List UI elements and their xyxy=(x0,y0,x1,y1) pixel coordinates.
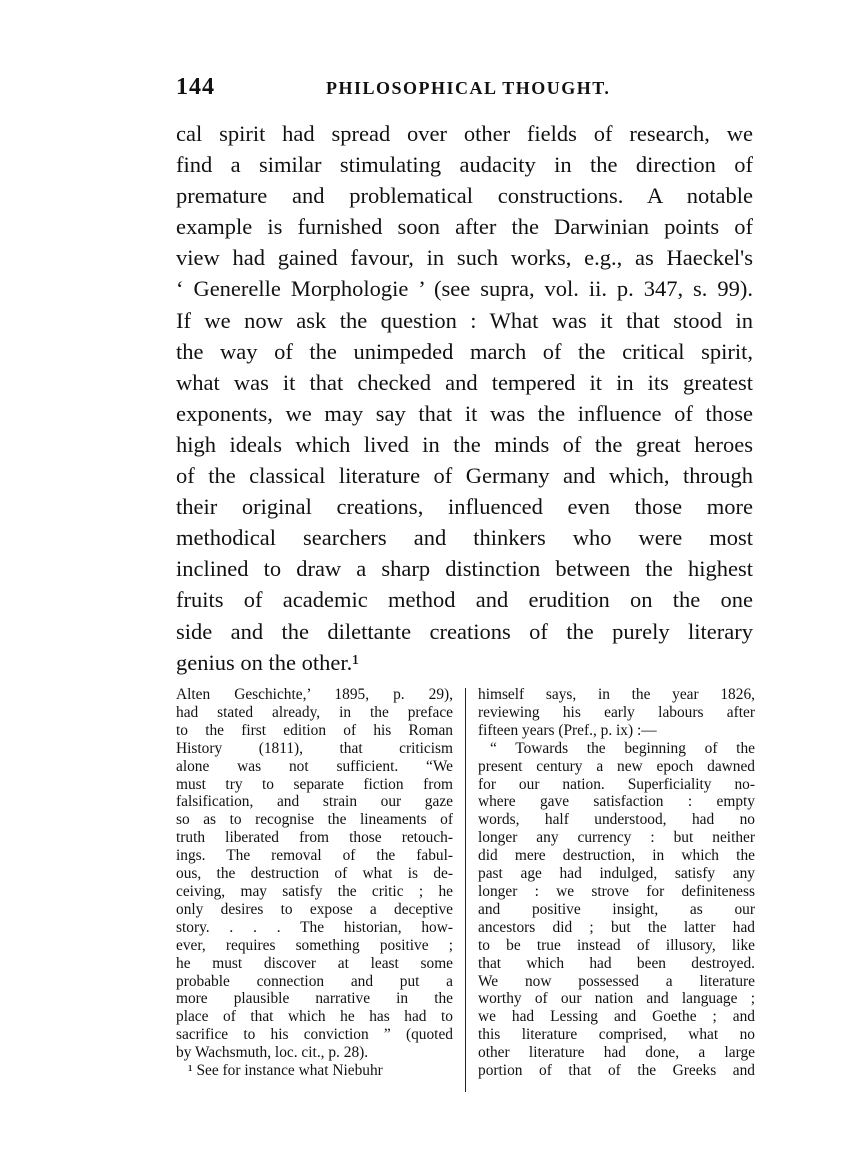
footnote-line: and positive insight, as our xyxy=(478,900,755,918)
footnote-line: reviewing his early labours after xyxy=(478,703,755,721)
text-line: premature and problematical constructions. A notable xyxy=(176,183,753,209)
footnote-line: he must discover at least some xyxy=(176,954,453,972)
text-line: what was it that checked and tempered it in its greatest xyxy=(176,369,753,395)
text-line: methodical searchers and thinkers who were most xyxy=(176,525,753,551)
footnote-line: fifteen years (Pref., p. ix) :— xyxy=(478,721,657,739)
footnote-line: portion of that of the Greeks and xyxy=(478,1062,755,1080)
footnote-line: “ Towards the beginning of the xyxy=(490,739,755,757)
text-line: example is furnished soon after the Darwinian points of xyxy=(176,214,753,240)
footnote-line: longer any currency : but neither xyxy=(478,829,755,847)
text-line: find a similar stimulating audacity in the direction of xyxy=(176,152,753,178)
footnote-line: probable connection and put a xyxy=(176,972,453,990)
text-line: genius on the other.¹ xyxy=(176,649,359,675)
text-line: exponents, we may say that it was the influence of those xyxy=(176,400,753,426)
footnote-line: sacrifice to his conviction ” (quoted xyxy=(176,1026,453,1044)
text-line: inclined to draw a sharp distinction between the highest xyxy=(176,556,753,582)
text-line: side and the dilettante creations of the purely literary xyxy=(176,618,753,644)
main-text xyxy=(176,118,753,678)
footnotes xyxy=(176,686,756,1096)
text-line: ‘ Generelle Morphologie ’ (see supra, vol. ii. p. 347, s. 99). xyxy=(176,276,753,302)
footnote-line: other literature had done, a large xyxy=(478,1044,755,1062)
footnote-line: himself says, in the year 1826, xyxy=(478,686,755,703)
footnote-column-right xyxy=(478,686,755,1080)
footnote-line: had stated already, in the preface xyxy=(176,703,453,721)
footnote-line: History (1811), that criticism xyxy=(176,739,453,757)
footnote-line: alone was not sufficient. “We xyxy=(176,757,453,775)
footnote-line: ings. The removal of the fabul- xyxy=(176,847,453,865)
footnote-line: only desires to expose a deceptive xyxy=(176,900,453,918)
footnote-line: longer : we strove for definiteness xyxy=(478,882,755,900)
footnote-line: truth liberated from those retouch- xyxy=(176,829,453,847)
footnote-line: did mere destruction, in which the xyxy=(478,847,755,865)
text-line: the way of the unimpeded march of the critical spirit, xyxy=(176,338,753,364)
footnote-line: we had Lessing and Goethe ; and xyxy=(478,1008,755,1026)
footnote-line: ous, the destruction of what is de- xyxy=(176,865,453,883)
footnote-line: by Wachsmuth, loc. cit., p. 28). xyxy=(176,1044,369,1062)
running-title: PHILOSOPHICAL THOUGHT. xyxy=(326,78,611,98)
page-header xyxy=(176,74,756,104)
footnote-line: that which had been destroyed. xyxy=(478,954,755,972)
footnote-line: this literature comprised, what no xyxy=(478,1026,755,1044)
footnote-line: present century a new epoch dawned xyxy=(478,757,755,775)
text-line: If we now ask the question : What was it that stood in xyxy=(176,307,753,333)
text-line: cal spirit had spread over other fields of research, we xyxy=(176,121,753,146)
text-line: fruits of academic method and erudition on the one xyxy=(176,587,753,613)
footnote-line: where gave satisfaction : empty xyxy=(478,793,755,811)
footnote-line: past age had indulged, satisfy any xyxy=(478,865,755,883)
footnote-line: falsification, and strain our gaze xyxy=(176,793,453,811)
footnote-line: for our nation. Superficiality no- xyxy=(478,775,755,793)
footnote-line: more plausible narrative in the xyxy=(176,990,453,1008)
footnote-marker-line: ¹ See for instance what Niebuhr xyxy=(188,1062,383,1080)
footnote-line: to be true instead of illusory, like xyxy=(478,936,755,954)
footnote-line: ancestors did ; but the latter had xyxy=(478,918,755,936)
footnote-line: ever, requires something positive ; xyxy=(176,936,453,954)
footnote-line: must try to separate fiction from xyxy=(176,775,453,793)
footnote-line: words, half understood, had no xyxy=(478,811,755,829)
text-line: view had gained favour, in such works, e.g., as Haeckel's xyxy=(176,245,753,271)
footnote-line: place of that which he has had to xyxy=(176,1008,453,1026)
footnote-line: to the first edition of his Roman xyxy=(176,721,453,739)
footnote-line: ceiving, may satisfy the critic ; he xyxy=(176,882,453,900)
page-number: 144 xyxy=(176,74,215,100)
text-line: of the classical literature of Germany and which, through xyxy=(176,463,753,489)
footnote-line: Alten Geschichte,’ 1895, p. 29), xyxy=(176,686,453,703)
footnote-column-left xyxy=(176,686,453,1080)
footnote-line: so as to recognise the lineaments of xyxy=(176,811,453,829)
text-line: their original creations, influenced even those more xyxy=(176,494,753,520)
column-divider xyxy=(465,688,466,1092)
text-line: high ideals which lived in the minds of the great heroes xyxy=(176,431,753,457)
footnote-line: We now possessed a literature xyxy=(478,972,755,990)
footnote-line: story. . . . The historian, how- xyxy=(176,918,453,936)
main-paragraph xyxy=(176,118,753,678)
footnote-line: worthy of our nation and language ; xyxy=(478,990,755,1008)
